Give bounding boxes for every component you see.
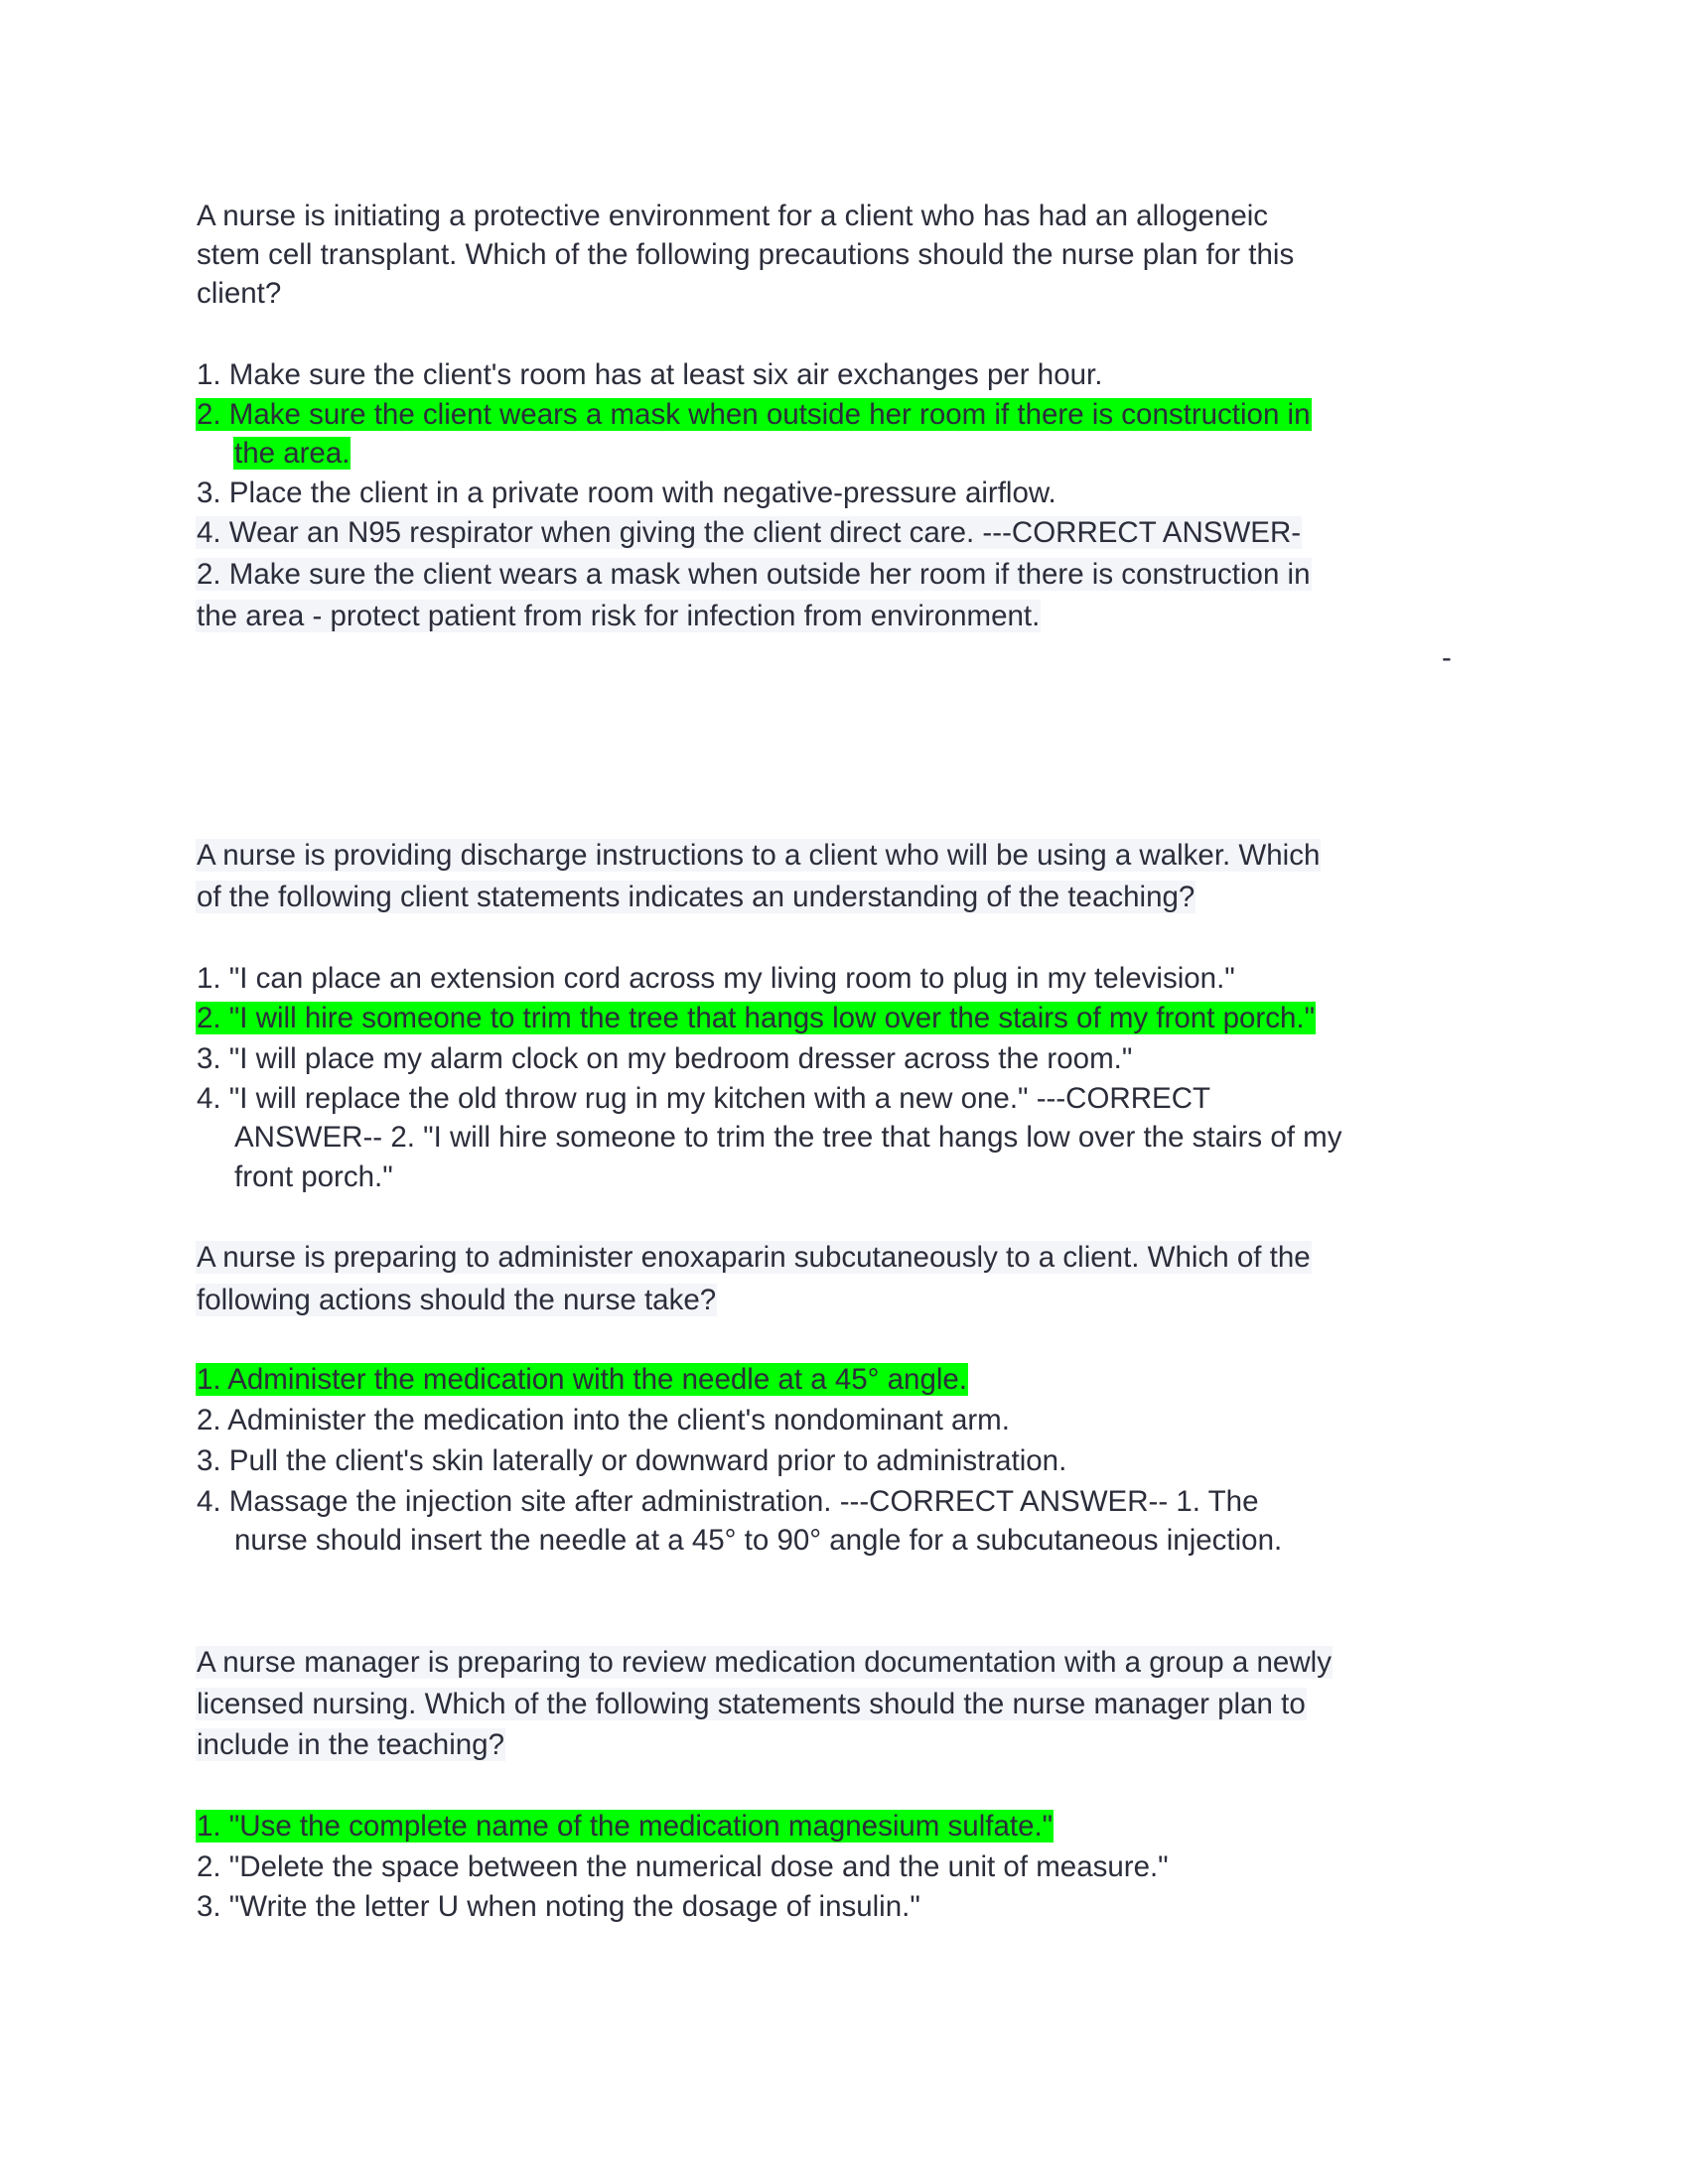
option: 4. Massage the injection site after administration. ---CORRECT ANSWER-- 1. The [197, 1485, 1259, 1518]
option-highlighted: 2. "I will hire someone to trim the tree that hangs low over the stairs of my front porch." [197, 1002, 1316, 1034]
question-text: A nurse is initiating a protective environment for a client who has had an allogeneic [197, 200, 1269, 232]
option: 3. Place the client in a private room with negative-pressure airflow. [197, 477, 1056, 509]
question-text: stem cell transplant. Which of the following precautions should the nurse plan for this [197, 238, 1295, 271]
answer-explanation: nurse should insert the needle at a 45° to 90° angle for a subcutaneous injection. [234, 1524, 1283, 1557]
option: 1. Make sure the client's room has at least six air exchanges per hour. [197, 358, 1103, 391]
option: 3. "Write the letter U when noting the dosage of insulin." [197, 1890, 920, 1923]
question-text: A nurse manager is preparing to review medication documentation with a group a newly [197, 1646, 1332, 1679]
option: 2. Administer the medication into the client's nondominant arm. [197, 1404, 1010, 1436]
answer-explanation: ANSWER-- 2. "I will hire someone to trim the tree that hangs low over the stairs of my [234, 1121, 1342, 1154]
question-text: following actions should the nurse take? [197, 1284, 717, 1316]
option-highlighted: 1. "Use the complete name of the medication magnesium sulfate." [197, 1810, 1054, 1843]
answer-explanation: front porch." [234, 1160, 393, 1193]
question-text: of the following client statements indicates an understanding of the teaching? [197, 881, 1196, 913]
option: 4. "I will replace the old throw rug in my kitchen with a new one." ---CORRECT [197, 1082, 1211, 1115]
option-highlighted: 1. Administer the medication with the needle at a 45° angle. [197, 1363, 968, 1396]
option: 2. "Delete the space between the numerical dose and the unit of measure." [197, 1850, 1169, 1883]
trailing-mark: - [1442, 641, 1452, 674]
option: 3. Pull the client's skin laterally or downward prior to administration. [197, 1444, 1067, 1477]
question-text: licensed nursing. Which of the following statements should the nurse manager plan to [197, 1688, 1306, 1720]
question-text: A nurse is providing discharge instructions to a client who will be using a walker. Which [197, 839, 1321, 872]
question-text: client? [197, 277, 282, 310]
option-highlighted: 2. Make sure the client wears a mask when outside her room if there is construction in [197, 398, 1311, 431]
answer-explanation: the area - protect patient from risk for infection from environment. [197, 600, 1041, 632]
question-text: A nurse is preparing to administer enoxaparin subcutaneously to a client. Which of the [197, 1241, 1311, 1274]
option-highlighted: the area. [234, 437, 351, 470]
option: 1. "I can place an extension cord across my living room to plug in my television." [197, 962, 1235, 995]
answer-explanation: 2. Make sure the client wears a mask when outside her room if there is construction in [197, 558, 1311, 591]
option: 3. "I will place my alarm clock on my bedroom dresser across the room." [197, 1042, 1133, 1075]
question-text: include in the teaching? [197, 1728, 504, 1761]
option: 4. Wear an N95 respirator when giving the client direct care. ---CORRECT ANSWER- [197, 516, 1302, 549]
